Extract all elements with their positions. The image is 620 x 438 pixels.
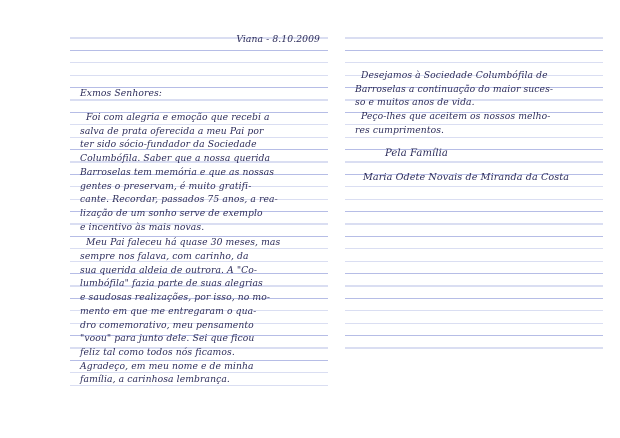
letter-line: Agradeço, em meu nome e de minha	[80, 360, 254, 372]
letter-line: Foi com alegria e emoção que recebi a	[86, 112, 270, 123]
letter-line: Barroselas tem memória e que as nossas	[80, 166, 275, 178]
letter-line: lumbófila" fazia parte de suas alegrias	[80, 278, 263, 290]
letter-line: Desejamos à Sociedade Columbófila de	[361, 70, 548, 81]
letter-line: feliz tal como todos nós ficamos.	[80, 346, 235, 358]
letter-line: Meu Pai faleceu há quase 30 meses, mas	[86, 237, 281, 249]
letter-line: e saudosas realizações, por isso, no mo-	[80, 292, 271, 304]
letter-signature: Maria Odete Novais de Miranda da Costa	[363, 172, 570, 183]
letter-line: e incentivo às mais novas.	[80, 221, 205, 233]
left-letter-page	[70, 20, 328, 390]
letter-greeting: Exmos Senhores:	[80, 88, 163, 99]
letter-line: lização de um sonho serve de exemplo	[80, 207, 263, 219]
letter-line: res cumprimentos.	[355, 124, 445, 136]
right-letter-page	[345, 20, 603, 350]
letter-line: gentes o preservam, é muito gratifi-	[80, 180, 252, 192]
letter-line: sua querida aldeia de outrora. A "Co-	[80, 264, 258, 276]
letter-line: cante. Recordar, passados 75 anos, a rea-	[80, 194, 278, 206]
letter-line: Peço-lhes que aceitem os nossos melho-	[361, 111, 551, 123]
letter-line: "voou" para junto dele. Sei que ficou	[80, 333, 255, 345]
letter-date: Viana - 8.10.2009	[236, 34, 320, 45]
letter-closing: Pela Família	[385, 148, 448, 159]
letter-line: mento em que me entregaram o qua-	[80, 305, 257, 317]
letter-line: Columbófila. Saber que a nossa querida	[80, 153, 271, 165]
letter-line: salva de prata oferecida a meu Pai por	[80, 125, 264, 137]
letter-line: Barroselas a continuação do maior suces-	[355, 83, 554, 95]
letter-line: sempre nos falava, com carinho, da	[80, 251, 249, 262]
letter-line: ter sido sócio-fundador da Sociedade	[80, 139, 257, 151]
letter-line: família, a carinhosa lembrança.	[80, 374, 230, 386]
letter-line: so e muitos anos de vida.	[355, 97, 475, 109]
letter-line: dro comemorativo, meu pensamento	[80, 319, 254, 331]
